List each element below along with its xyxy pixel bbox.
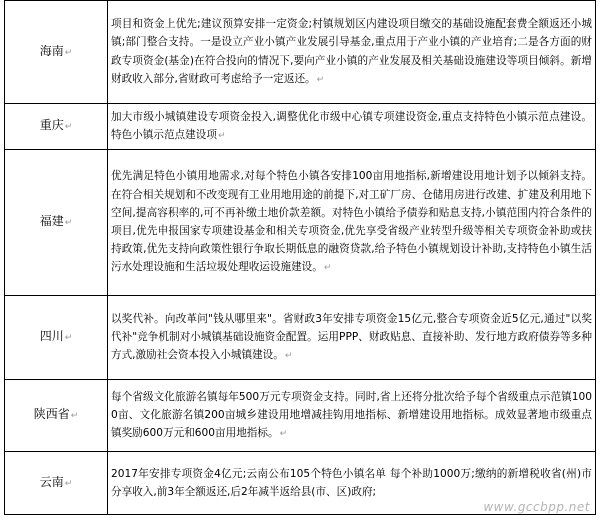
policy-text-cell: 项目和资金上优先;建议预算安排一定资金;村镇规划区内建设项目缴交的基础设施配套费全额返还小城镇;部门整合支持。一是设立产业小镇产业发展引导基金,重点用于产业小镇的产业培育;二是各方面的财政专项资金(基金)在符合投向的情况下,要向产业小镇的产业发展及相关基础设施建设等项目倾斜。新增财政收入部分,省财政可考虑给予一定返还。↵ <box>108 1 596 104</box>
region-cell: 四川↵ <box>5 296 108 380</box>
policy-text-cell: 每个省级文化旅游名镇每年500万元专项资金支持。同时,省上还将分批次给予每个省级重点示范镇1000亩、文化旅游名镇200亩城乡建设用地增减挂钩用地指标、新增建设用地指标。成效显著地市级重点镇奖励600万元和600亩用地指标。↵ <box>108 380 596 452</box>
table-row <box>5 1 596 104</box>
region-cell: 福建↵ <box>5 150 108 296</box>
policy-text-cell: 加大市级小城镇建设专项资金投入,调整优化市级中心镇专项建设资金,重点支持特色小镇示范点建设。特色小镇示范点建设项↵ <box>108 104 596 150</box>
site-watermark: www.gccbpp.net <box>483 500 590 514</box>
region-cell: 重庆↵ <box>5 104 108 150</box>
table-row <box>5 150 596 296</box>
policy-table <box>4 0 596 515</box>
policy-text-cell: 优先满足特色小镇用地需求,对每个特色小镇各安排100亩用地指标,新增建设用地计划予以倾斜支持。在符合相关规划和不改变现有工业用地用途的前提下,对工矿厂房、仓储用房进行改建、扩建及利用地下空间,提高容积率的,可不再补缴土地价款差额。对特色小镇给予债券和贴息支持,小镇范围内符合条件的项目,优先申报国家专项建设基金和相关专项资金,优先享受省级产业转型升级等相关专项资金补助或扶持政策,优先支持向政策性银行争取长期低息的融资贷款,给予特色小镇规划设计补助,支持特色小镇生活污水处理设施和生活垃圾处理收运设施建设。↵ <box>108 150 596 296</box>
table-row <box>5 104 596 150</box>
table-row <box>5 380 596 452</box>
table-row <box>5 296 596 380</box>
policy-text-cell: 2017年安排专项资金4亿元;云南公布105个特色小镇名单 每个补助1000万;缴纳的新增税收省(州)市分享收入,前3年全额返还,后2年减半返给县(市、区)政府; <box>108 452 596 515</box>
region-cell: 云南↵ <box>5 452 108 515</box>
policy-text-cell: 以奖代补。向改革问"钱从哪里来"。省财政3年安排专项资金15亿元,整合专项资金近5亿元,通过"以奖代补"竞争机制对小城镇基础设施资金配置。运用PPP、财政贴息、直接补助、发行地方政府债券等多种方式,激励社会资本投入小城镇建设。↵ <box>108 296 596 380</box>
region-cell: 陕西省↵ <box>5 380 108 452</box>
region-cell: 海南↵ <box>5 1 108 104</box>
